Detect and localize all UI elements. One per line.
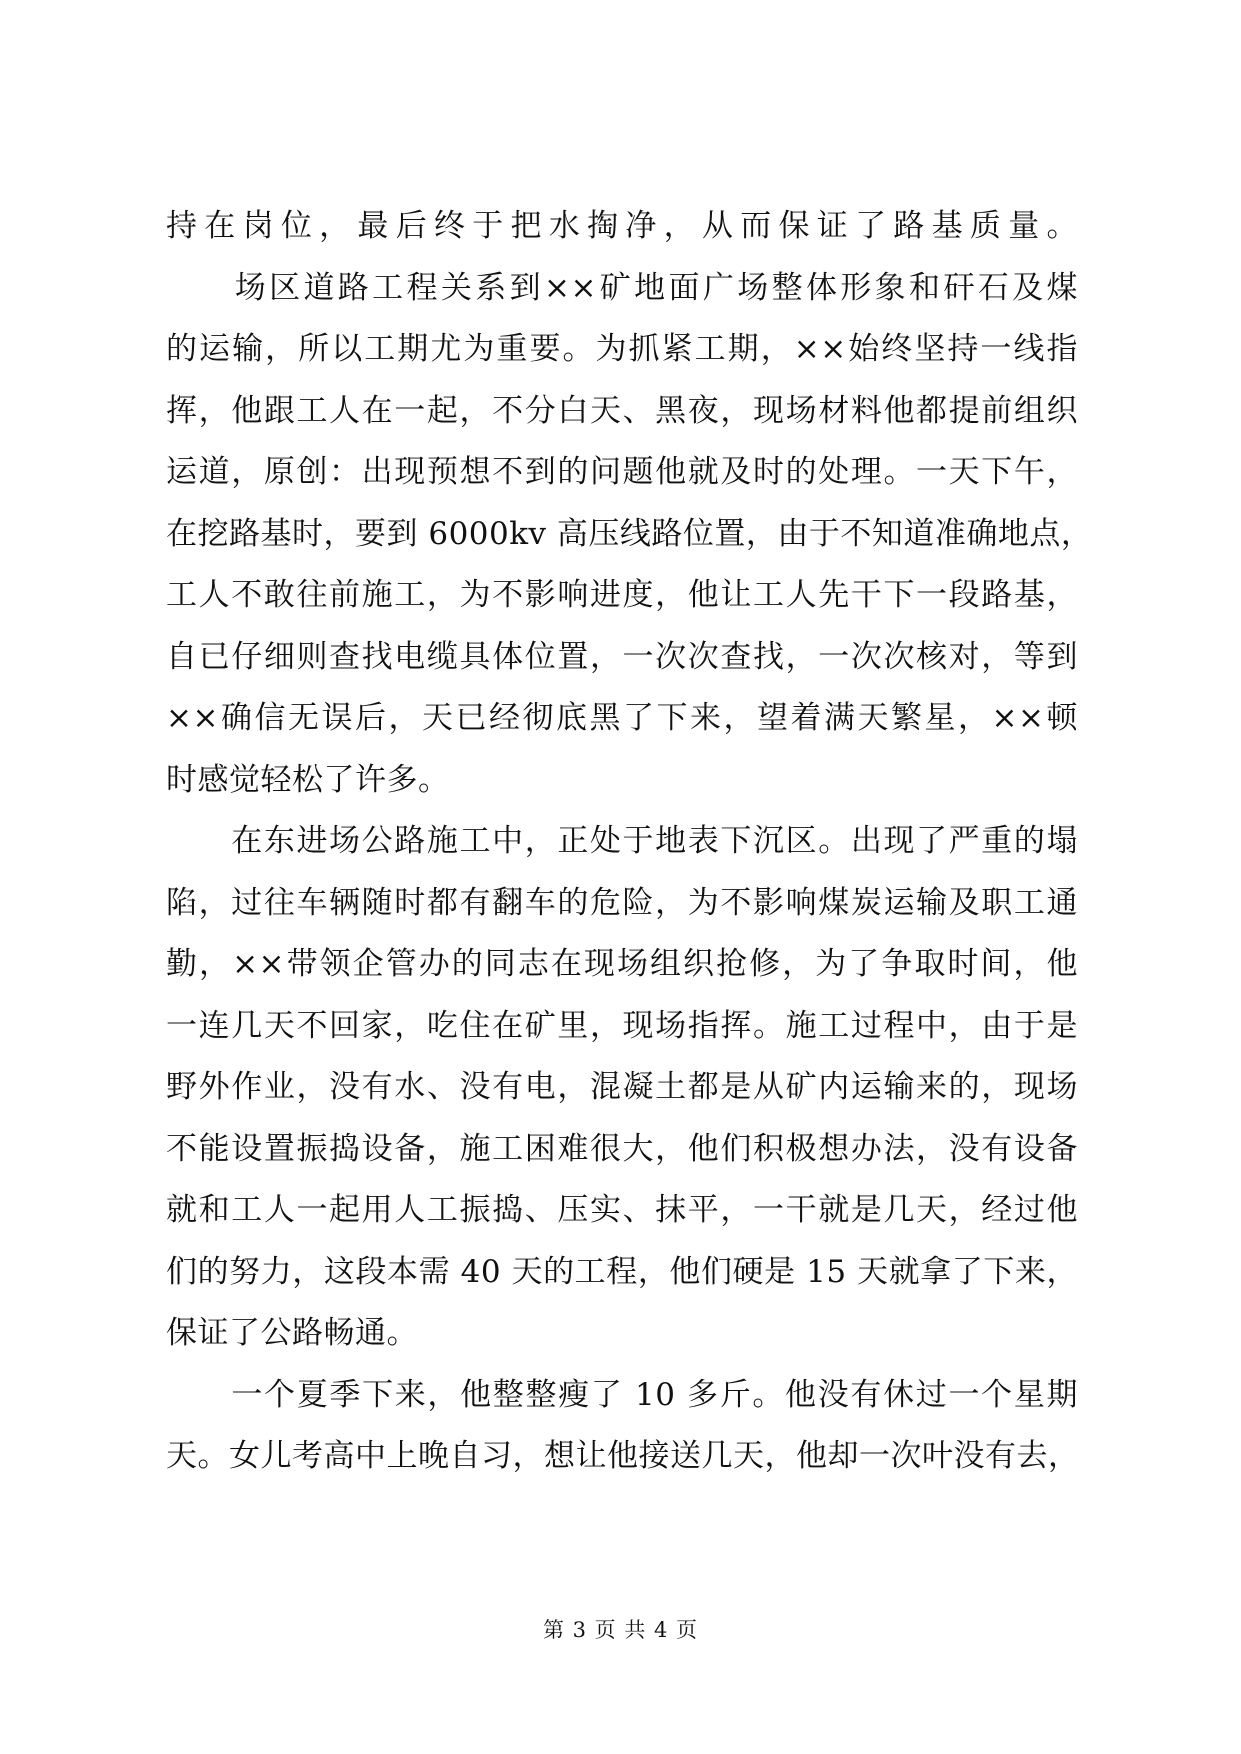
text-line: 场区道路工程关系到××矿地面广场整体形象和矸石及煤 [166,269,1078,306]
text-line: 一连几天不回家，吃住在矿里，现场指挥。施工过程中，由于是 [166,1007,1078,1044]
text-line: 持在岗位，最后终于把水掏净，从而保证了路基质量。 [166,208,1078,244]
text-line: 不能设置振捣设备，施工困难很大，他们积极想办法，没有设备 [166,1130,1078,1167]
text-line: 工人不敢往前施工，为不影响进度，他让工人先干下一段路基， [166,577,1078,613]
text-line: 保证了公路畅通。 [166,1315,418,1351]
text-line: 时感觉轻松了许多。 [166,761,450,798]
text-line: 在东进场公路施工中，正处于地表下沉区。出现了严重的塌 [166,823,1078,859]
text-line: 挥，他跟工人在一起，不分白天、黑夜，现场材料他都提前组织 [166,392,1078,429]
text-line: 运道，原创：出现预想不到的问题他就及时的处理。一天下午， [166,454,1078,490]
text-line: 陷，过往车辆随时都有翻车的危险，为不影响煤炭运输及职工通 [166,884,1078,921]
text-line: 野外作业，没有水、没有电，混凝土都是从矿内运输来的，现场 [166,1069,1078,1105]
text-line: ××确信无误后，天已经彻底黑了下来，望着满天繁星，××顿 [166,700,1078,736]
text-line: 自已仔细则查找电缆具体位置，一次次查找，一次次核对，等到 [166,638,1078,675]
text-line: 勤，××带领企管办的同志在现场组织抢修，为了争取时间，他 [166,946,1078,982]
text-line: 在挖路基时，要到 6000kv 高压线路位置，由于不知道准确地点， [166,515,1093,552]
body-text [166,196,1093,1488]
text-line: 们的努力，这段本需 40 天的工程，他们硬是 15 天就拿了下来， [166,1253,1078,1290]
text-line: 的运输，所以工期尤为重要。为抓紧工期，××始终坚持一线指 [166,331,1078,367]
page-number-footer: 第 3 页 共 4 页 [542,1618,699,1642]
text-line: 一个夏季下来，他整整瘦了 10 多斤。他没有休过一个星期 [166,1376,1078,1413]
text-line: 天。女儿考高中上晚自习，想让他接送几天，他却一次叶没有去， [166,1438,1080,1474]
text-line: 就和工人一起用人工振捣、压实、抹平，一干就是几天，经过他 [166,1192,1078,1228]
